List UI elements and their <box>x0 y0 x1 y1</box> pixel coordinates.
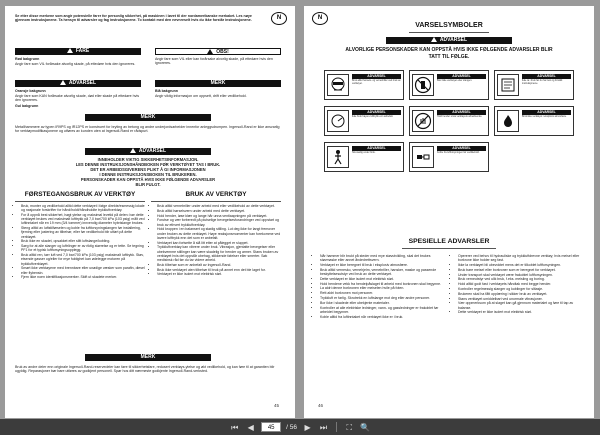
list-item: • Koble alltid fra luftinntaket når verktøyet ikke er i bruk. <box>320 315 448 319</box>
col1-list <box>15 204 145 280</box>
symbol-text: Hold hender unna verktøyets arbeidsende. <box>437 115 483 118</box>
warning-triangle-icon <box>60 80 66 85</box>
list-item: • Hold hendene vekk fra hendelpåslaget til arbeid med borkronen skal begynne. <box>320 282 448 286</box>
list-item: • Ikke la verktøyet bli ubevoktet mens det er tilkoblet luftforsyningen. <box>458 263 586 267</box>
advarsel1-bold: Oransje bakgrunn <box>15 89 46 93</box>
first-page-button[interactable]: ⏮ <box>231 422 239 432</box>
merk1-bold: Blå bakgrunn <box>155 89 178 93</box>
obs-banner: OBS! <box>155 48 281 55</box>
advarsel-banner-1: ADVARSEL <box>15 80 141 87</box>
list-item: • Hold alltid godt fast i verktøyets håndtak med begge hender. <box>458 282 586 286</box>
list-item: • For å oppnå best sikkerhet, høgt ytelse og maksimal levetid på delen: bør dette verktøyet brukes ved maksimalt lufttrykk på 7,0 bar/700 kPa (103 psig) målt ved luftinntaket når en 19 mm (3/4 tommer) innvendig diameter hybrislange brukes. <box>21 213 145 226</box>
symbol-box <box>409 142 489 172</box>
merk-banner-2: MERK <box>85 114 211 121</box>
list-item: • Verktøyet er ikke beregnet til bruk i eksplosiv atmosfære. <box>320 263 448 267</box>
advarsel-line: TATT TIL FØLGE. <box>428 54 470 60</box>
col2-underline <box>151 201 281 202</box>
list-item: • Bor ikke i skadede eller ubekjente materialer. <box>320 301 448 305</box>
special-warnings-heading: SPESIELLE ADVARSLER <box>408 238 490 245</box>
list-item: • Verktøyet er ikke isolert mot elektrisk støt. <box>157 272 281 276</box>
advarsel2-line: DET ER ARBEIDSGIVERENS PLIKT Å GI INFORMASJONEN <box>90 166 206 172</box>
last-page-button[interactable]: ⏭ <box>319 422 328 432</box>
page-number-input[interactable]: 45 <box>261 422 281 432</box>
advarsel2-line: INNEHOLDER VIKTIG SIKKERHETSINFORMASJON. <box>97 157 199 162</box>
toolbar-divider <box>336 422 337 432</box>
advarsel2-line: LES DENNE INSTRUKSJONSHÅNDBOKEN FØR VERKTØYET TAS I BRUK. <box>75 161 221 167</box>
warning-triangle-icon <box>207 49 213 54</box>
list-item: • Bruk, monter og vedlikehold alltid dette verktøyet i følge direkte/esmessig lokale og nasjonale forskrifter for hånd/holdt/håndholdte trykkluftverktøy. <box>21 204 145 212</box>
list-item: • Bruk alltid ren, tørr luft ved 7,0 bar/700 kPa (103 psig) maksimalt lufttrykk. Støv, etsende gasser og/eller for mye fuktighet kan ødelegge motoren på trykkluftverktøyet. <box>21 253 145 266</box>
no-lift-icon <box>412 74 434 96</box>
list-item: • Smørt ikke verktøyene med brennbare eller unødige væsker som parafin, diesel eller flybensin. <box>21 266 145 274</box>
list-item: • Kontroller regelmessig slanger og koblinger for slitasje. <box>458 287 586 291</box>
warning-triangle-icon <box>130 148 136 153</box>
merk-banner-3: MERK <box>85 354 211 361</box>
list-item: • Vær oppmerksom på at slaget kan gå gjennom materialet og føre til tap av balanse. <box>458 301 586 309</box>
fare-text: Angir fare som VIL forårsake alvorlig skade, på ettedøre hvis den ignoreres. <box>15 62 136 66</box>
list-item: • Bruk alltid vernesko, vernehjelm, vernebriller, hansker, maske og passende beskyttelsesutstyr ved bruk av dette verktøyet. <box>320 268 448 276</box>
list-item: • Hold kroppen i en balansert og stødig stilling. Lut deg ikke for langt fremover under bruken av dette verktøyet. Høye reaksjonsmomenter kan forekomme ved lavere lufttrykk enn det som er anbefalt. <box>157 227 281 240</box>
list-item: • Bruk alltid hørselsvern under arbeid med dette verktøyet. <box>157 209 281 213</box>
list-item: • Sørg for at alle slanger og luftrlinger er av riktig størrelse og er tette. Se tegning PF1 for et typisk luftforsyningsopplegg. <box>21 244 145 252</box>
col1-underline <box>15 201 145 202</box>
merk2-text: Metallhammere av typen IR9PS og IR12PS er konstruert for bryting av betong og andre underjordsarbeider innenfor anleggsdrumpen. Ingersoll-Rand er ikke ansvarlig for verktøymodifikasjonene og utføres av kunden uten at Ingersoll-Rand er rådspurt. <box>15 125 280 134</box>
list-item: • Bruk ikke en skadet, opsakket eller slitt luftslange/kobling. <box>21 239 145 243</box>
connect-icon <box>412 146 434 168</box>
obs-text: Angir fare som VIL eller kan forårsake alvorlig skade, på ettedøre hvis den ignoreres. <box>155 57 273 66</box>
special-col1-list <box>314 254 448 319</box>
list-item: • Steng alltid av luftstilførselen og koble fra luftforsyningslangen før installering, fjerning eller justering av tilbehør, eller før vedlikehold blir utført på dette verktøyet. <box>21 226 145 239</box>
page-number: 45 <box>273 403 279 408</box>
list-item: • Forutse og vær forberedt på plutselige bevegelsesforandringer ved oppstart og bruk av ethvert trykkluftverktøy. <box>157 218 281 226</box>
list-item: • Dette verktøyet er ikke isolert mot elektrisk støt. <box>458 310 586 314</box>
list-item: • Dette verktøyet er ikke isolert mot elektrisk støt. <box>320 277 448 281</box>
symbol-text: Koble fra luftforsyningen før vedlikehold. <box>437 151 480 154</box>
symbol-box <box>324 106 404 136</box>
list-item: • Stans verktøyet umiddelbart ved unormale vibrasjoner. <box>458 297 586 301</box>
list-item: • Bruk bare meisel eller borkroner som er beregnet for verktøyet. <box>458 268 586 272</box>
language-badge: N <box>312 12 328 25</box>
symbol-tag: ADVARSEL <box>352 110 401 115</box>
merk1-text: Angir viktig informasjon om oppsett, drift eller vedlikehold. <box>155 94 247 98</box>
left-page <box>5 6 295 418</box>
symbol-tag: ADVARSEL <box>437 110 486 115</box>
list-item: • Hold hender, løse klær og lange hår unna ventiaapningen på verktøyet. <box>157 214 281 218</box>
advarsel-banner-2: ADVARSEL <box>85 148 211 155</box>
merk3-text: Bruk av andre deler enn originale Ingersoll-Rand-reservedeler kan føre til sikkerhetsfare, redusert verktøys-ytelse og økt vedlikehold, og kan føre til at garantien blir ugyldig. Reparasjoner bør bare utføres av godkjent personell. Spør hos ditt nærmeste godkjente Ingersoll-Rand-verksted. <box>15 365 275 374</box>
warning-triangle-icon <box>67 48 73 53</box>
symbol-tag: ADVARSEL <box>352 74 401 79</box>
advarsel-banner: ADVARSEL <box>386 37 512 44</box>
manual-icon <box>497 74 519 96</box>
list-item: • Trykkluft er farlig. Skrutrekk en luftslange mot deg eller andre personer. <box>320 296 448 300</box>
list-item: • Opererer ved behov til hydrauliske og trykkluftdrevne verktøy; hvis meisel eller borkrone ikke holder seg fast. <box>458 254 586 262</box>
symbol-box <box>409 70 489 100</box>
list-item: • Brukeren skal ha fått opplæring i sikker bruk av verktøyet. <box>458 292 586 296</box>
fire-icon <box>497 110 519 132</box>
symbol-tag: ADVARSEL <box>437 146 486 151</box>
fullscreen-icon[interactable]: ⛶ <box>346 422 353 432</box>
viewer-toolbar <box>0 419 600 435</box>
symbol-text: Ikke bruk høyere lufttrykk enn anbefalt. <box>352 115 394 118</box>
list-item: • Rett aldri borkronen mot personer. <box>320 291 448 295</box>
advarsel2-lines <box>15 158 281 187</box>
symbol-text: Stå stødig under bruk. <box>352 151 376 154</box>
col2-heading: BRUK AV VERKTØY <box>185 191 247 198</box>
list-item: • Kontroller at alle elektriske ledninger, vann- og gassledninger er frakoblet før arbeidet begynner. <box>320 306 448 314</box>
fare-bold: Rød bakgrunn <box>15 57 40 61</box>
varselsymboler-heading: VARSELSYMBOLER <box>415 22 483 29</box>
zoom-icon[interactable]: 🔍 <box>360 422 371 432</box>
list-item: • Bruk verneutstyr ved ulik bruk, f.eks. meisling og boring. <box>458 277 586 281</box>
previous-page-button[interactable]: ◀ <box>247 422 254 432</box>
air-pressure-icon <box>327 110 349 132</box>
right-page <box>304 6 594 418</box>
page-total: / 56 <box>286 423 298 431</box>
list-item: • Bruk alltid vernebriller under arbeid med eller vedlikehold av dette verktøyet. <box>157 204 281 208</box>
symbol-box <box>409 106 489 136</box>
symbol-text: Ikke ta i bruk før du har lest og forstått instruksjonene. <box>522 79 563 85</box>
fare-banner: FARE <box>15 48 141 55</box>
no-hand-icon <box>412 110 434 132</box>
face-shield-icon <box>327 74 349 96</box>
symbol-text: Bruk alltid hørsels- og vernebriller ved bruk av verktøyet. <box>352 79 401 85</box>
page-number: 46 <box>318 403 324 408</box>
symbol-box <box>324 142 404 172</box>
merk-banner-1: MERK <box>155 80 281 87</box>
list-item: • Bruk ikke verktøyet uten tilbehør til bruk på annet enn det ble laget for. <box>157 268 281 272</box>
list-item: • Fjern ikke noen identifikasjonsmerker. Skift ut skadete merker. <box>21 275 145 279</box>
symbol-tag: ADVARSEL <box>522 74 571 79</box>
symbol-box <box>494 106 574 136</box>
next-page-button[interactable]: ▶ <box>304 422 311 432</box>
col1-heading: FØRSTEGANGSBRUK AV VERKTØY <box>24 191 136 198</box>
advarsel2-line: PERSONSKADER KAN OPPSTÅ HVIS IKKE FØLGENDE ADVARSLER <box>80 176 216 182</box>
language-badge: N <box>271 12 287 25</box>
list-item: • Når hammer blir brukt på steder med mye støvutvikling, skal det brukes støvmaske eller annet åndedrettsvern. <box>320 254 448 262</box>
stance-icon <box>327 146 349 168</box>
symbol-text: Bær ikke verktøyet etter slangen. <box>437 79 473 82</box>
symbol-box <box>324 70 404 100</box>
advarsel2-line: BLIR FULGT. <box>135 181 161 187</box>
list-item: • Under transport skal verktøyet være frakoblet luftforsyningen. <box>458 273 586 277</box>
list-item: • La aldri denne borkronen eller meiselen hvile på foten. <box>320 286 448 290</box>
special-col2-list <box>452 254 586 315</box>
advarsel-line: ALVORLIGE PERSONSKADER KAN OPPSTÅ HVIS IKKE FØLGENDE ADVARSLER BLIR <box>345 47 553 53</box>
symbol-box <box>494 70 574 100</box>
symbol-tag: ADVARSEL <box>437 74 486 79</box>
list-item: • Verktøyet kan fortsette å slå litt etter at pålegget er sluppet. <box>157 241 281 245</box>
special-underline <box>402 248 496 249</box>
symbol-tag: ADVARSEL <box>522 110 571 115</box>
list-item: • Bruk tilbehør som er anbefalt av Ingersoll-Rand. <box>157 263 281 267</box>
symbol-text: Bruk ikke verktøyet i eksplosiv atmosfære. <box>522 115 567 118</box>
advarsel1-bold2: Gul bakgrunn <box>15 104 39 108</box>
col2-list <box>151 204 281 277</box>
warning-triangle-icon <box>431 37 437 42</box>
list-item: • Trykkluftverktøy kan vibrere under bruk. Vibrasjon, gjentatte bevegelser eller ubekvemme stillinger kan være skadelig for hender og armer. Stans bruken av verktøyet hvis det oppstår ubehag, stikkende følelser eller smerter. Søk medisinsk råd før du tar videre arbeid. <box>157 245 281 262</box>
advarsel1-text: Angir fare som KAN forårsake alvorlig skade, død eller skade på ettedøre hvis den ignoreres. <box>15 94 140 103</box>
intro-text: Se etter disse merkene som angir potensielle farer for personlig sikkerhet, på maskinen i løvet til der nordamerikanske merkaket. Les nøye gjennom instruksjonene. Ta hensyn til advarsler og fag instruksjonene. To kontakt med den nevnreselt hvis du ikke forstår instruksjonene. <box>15 14 252 23</box>
heading-underline <box>409 32 489 33</box>
advarsel2-line: I DENNE INSTRUKSJONSBOKEN TIL BRUKEREN. <box>99 171 197 177</box>
symbol-tag: ADVARSEL <box>352 146 401 151</box>
